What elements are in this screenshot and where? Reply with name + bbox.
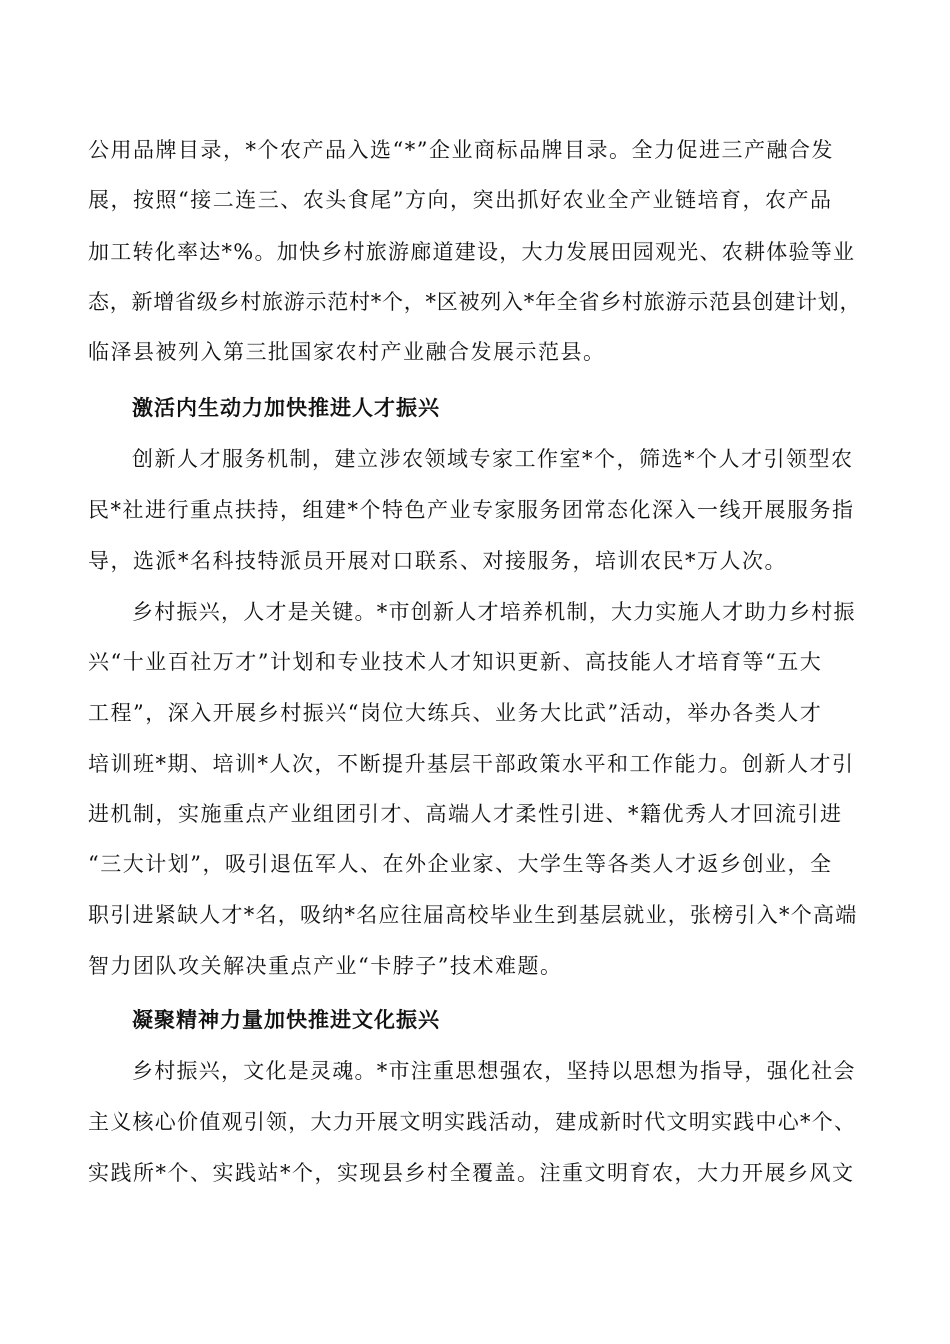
- paragraph-2-line-2: 民*社进行重点扶持，组建*个特色产业专家服务团常态化深入一线开展服务指: [88, 498, 855, 522]
- paragraph-4-line-1: 乡村振兴，文化是灵魂。*市注重思想强农，坚持以思想为指导，强化社会: [132, 1059, 856, 1083]
- paragraph-1-line-1: 公用品牌目录，*个农产品入选“*”企业商标品牌目录。全力促进三产融合发: [88, 138, 834, 162]
- paragraph-3-line-8: 智力团队攻关解决重点产业“卡脖子”技术难题。: [88, 954, 563, 978]
- paragraph-1-line-5: 临泽县被列入第三批国家农村产业融合发展示范县。: [88, 340, 606, 364]
- paragraph-3-line-4: 培训班*期、培训*人次，不断提升基层干部政策水平和工作能力。创新人才引: [88, 752, 855, 776]
- paragraph-1-line-2: 展，按照“接二连三、农头食尾”方向，突出抓好农业全产业链培育，农产品: [88, 188, 833, 212]
- paragraph-2-line-1: 创新人才服务机制，建立涉农领域专家工作室*个，筛选*个人才引领型农: [132, 447, 854, 471]
- paragraph-3-line-2: 兴“十业百社万才”计划和专业技术人才知识更新、高技能人才培育等“五大: [88, 650, 823, 674]
- section-heading-culture: 凝聚精神力量加快推进文化振兴: [132, 1007, 440, 1032]
- paragraph-4-line-3: 实践所*个、实践站*个，实现县乡村全覆盖。注重文明育农，大力开展乡风文: [88, 1161, 855, 1185]
- paragraph-3-line-5: 进机制，实施重点产业组团引才、高端人才柔性引进、*籍优秀人才回流引进: [88, 802, 843, 826]
- paragraph-1-line-4: 态，新增省级乡村旅游示范村*个，*区被列入*年全省乡村旅游示范县创建计划，: [88, 290, 862, 314]
- paragraph-3-line-1: 乡村振兴，人才是关键。*市创新人才培养机制，大力实施人才助力乡村振: [132, 600, 856, 624]
- paragraph-2-line-3: 导，选派*名科技特派员开展对口联系、对接服务，培训农民*万人次。: [88, 549, 787, 573]
- paragraph-3-line-3: 工程”，深入开展乡村振兴“岗位大练兵、业务大比武”活动，举办各类人才: [88, 701, 823, 725]
- section-heading-talent: 激活内生动力加快推进人才振兴: [132, 395, 440, 420]
- paragraph-4-line-2: 主义核心价值观引领，大力开展文明实践活动，建成新时代文明实践中心*个、: [88, 1110, 857, 1134]
- paragraph-3-line-6: “三大计划”，吸引退伍军人、在外企业家、大学生等各类人才返乡创业，全: [88, 852, 833, 876]
- paragraph-1-line-3: 加工转化率达*%。加快乡村旅游廊道建设，大力发展田园观光、农耕体验等业: [88, 240, 856, 264]
- paragraph-3-line-7: 职引进紧缺人才*名，吸纳*名应往届高校毕业生到基层就业，张榜引入*个高端: [88, 903, 858, 927]
